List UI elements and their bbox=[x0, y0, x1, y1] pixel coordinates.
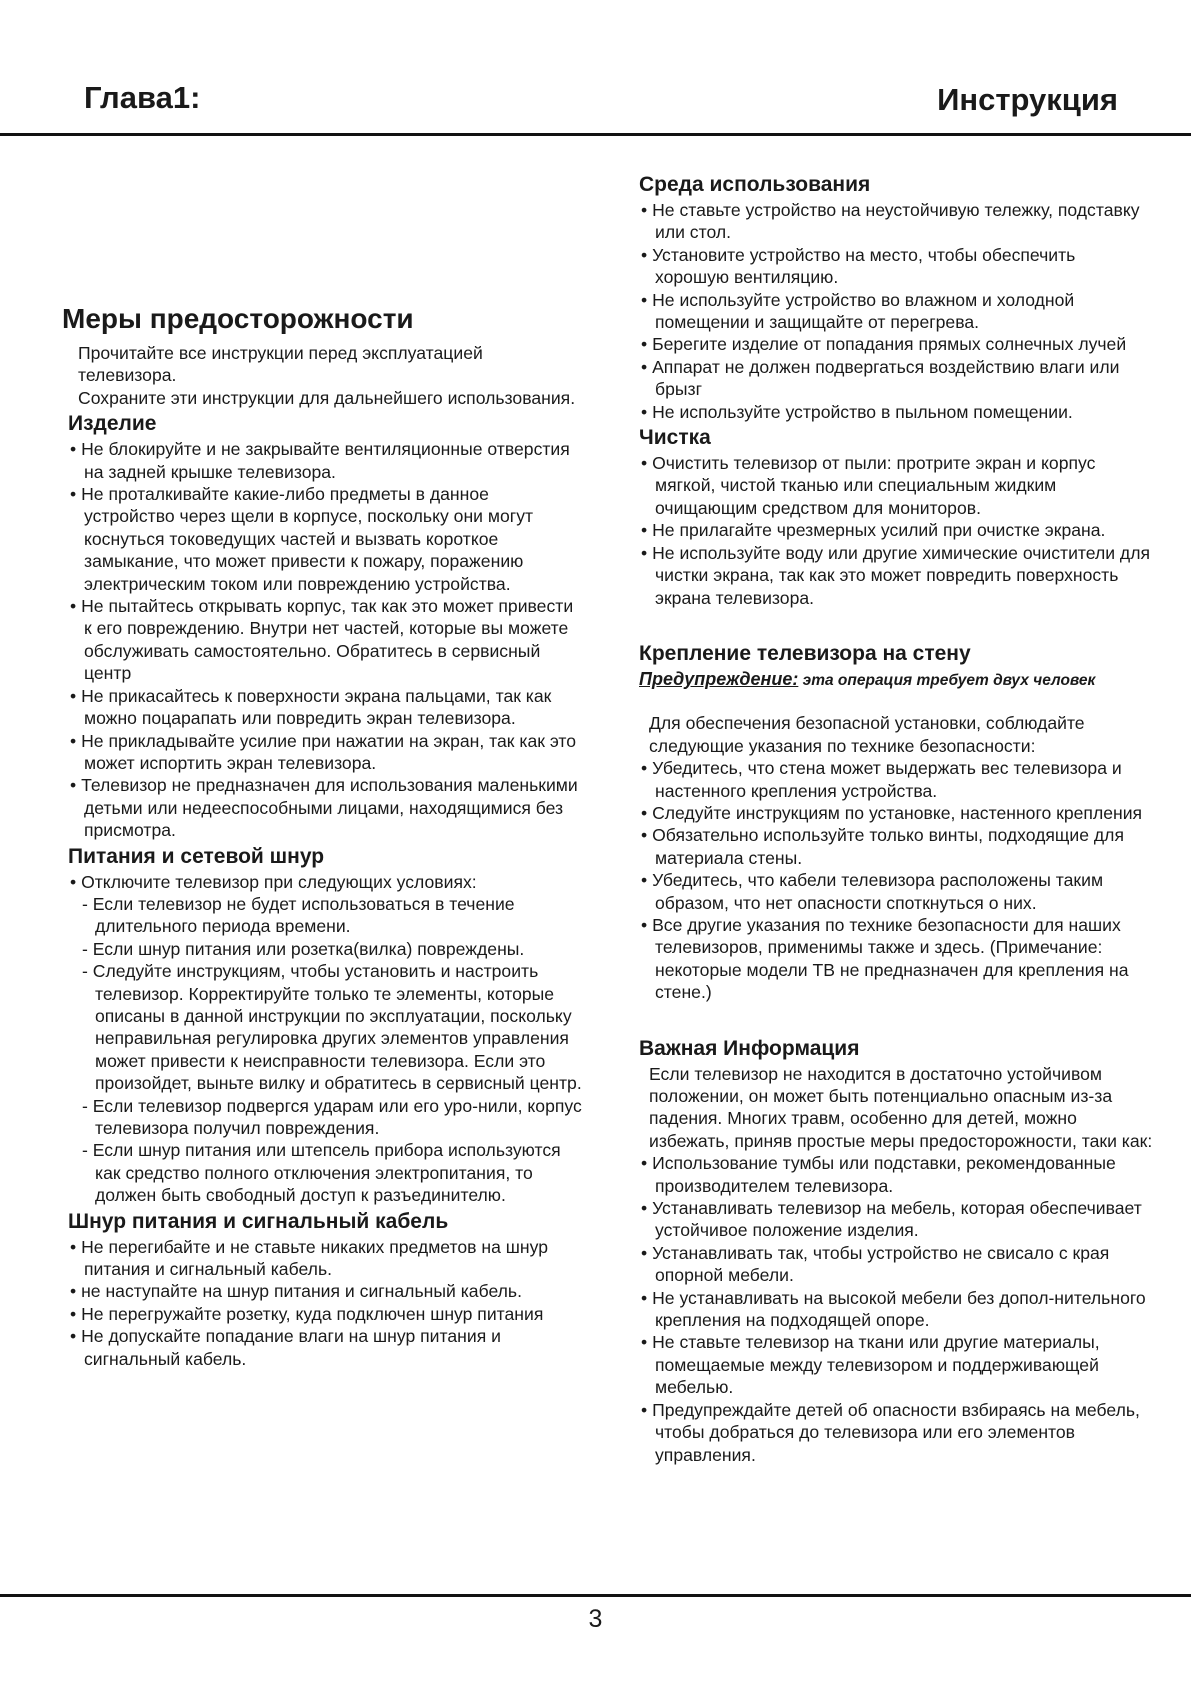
wall-intro: Для обеспечения безопасной установки, соблюдайте следующие указания по технике безопасности: bbox=[649, 713, 1085, 756]
list-item: • Не используйте устройство в пыльном помещении. bbox=[641, 401, 1153, 423]
list-item: • Не проталкивайте какие-либо предметы в данное устройство через щели в корпусе, поскольку они могут коснуться токоведущих частей и вызвать короткое замыкание, что может привести к пожару, поражению электрическим током или повреждению устройства. bbox=[70, 483, 582, 595]
important-intro: Если телевизор не находится в достаточно устойчивом положении, он может быть потенциально опасным из-за падения. Многих травм, особенно для детей, можно избежать, приняв простые меры предосторожности, таки как: bbox=[649, 1063, 1153, 1151]
list-item: • Берегите изделие от попадания прямых солнечных лучей bbox=[641, 333, 1153, 355]
product-heading: Изделие bbox=[68, 412, 157, 436]
intro-paragraph: Прочитайте все инструкции перед эксплуатацией телевизора. bbox=[78, 343, 483, 386]
list-item: • Не используйте устройство во влажном и холодной помещении и защищайте от перегрева. bbox=[641, 289, 1153, 334]
page-number: 3 bbox=[588, 1605, 603, 1633]
cable-heading: Шнур питания и сигнальный кабель bbox=[68, 1209, 449, 1233]
list-item: • Использование тумбы или подставки, рекомендованные производителем телевизора. bbox=[641, 1152, 1153, 1197]
list-item: • не наступайте на шнур питания и сигнальный кабель. bbox=[70, 1280, 582, 1302]
list-item: • Не пытайтесь открывать корпус, так как это может привести к его повреждению. Внутри нет частей, которые вы можете обслуживать самостоятельно. Обратитесь в сервисный центр bbox=[70, 595, 582, 685]
precautions-title: Меры предосторожности bbox=[62, 303, 414, 334]
list-item: • Не перегибайте и не ставьте никаких предметов на шнур питания и сигнальный кабель. bbox=[70, 1236, 582, 1281]
list-item: • Не прилагайте чрезмерных усилий при очистке экрана. bbox=[641, 519, 1153, 541]
list-item: • Не допускайте попадание влаги на шнур питания и сигнальный кабель. bbox=[70, 1325, 582, 1370]
chapter-label: Глава1: bbox=[84, 80, 201, 115]
sub-item: - Если телевизор не будет использоваться в течение длительного периода времени. bbox=[82, 893, 582, 938]
list-item: • Устанавливать так, чтобы устройство не свисало с края опорной мебели. bbox=[641, 1242, 1153, 1287]
list-item: • Убедитесь, что стена может выдержать вес телевизора и настенного крепления устройства. bbox=[641, 757, 1153, 802]
list-item: • Телевизор не предназначен для использования маленькими детьми или недееспособными лицами, находящимися без присмотра. bbox=[70, 774, 582, 841]
list-item: • Установите устройство на место, чтобы обеспечить хорошую вентиляцию. bbox=[641, 244, 1153, 289]
list-item: • Не устанавливать на высокой мебели без допол-нительного крепления на подходящей опоре. bbox=[641, 1287, 1153, 1332]
right-column bbox=[633, 170, 1153, 1466]
list-item: • Не используйте воду или другие химические очистители для чистки экрана, так как это может повредить поверхность экрана телевизора. bbox=[641, 542, 1153, 609]
list-item: • Не перегружайте розетку, куда подключен шнур питания bbox=[70, 1303, 582, 1325]
intro-paragraph: Сохраните эти инструкции для дальнейшего использования. bbox=[78, 387, 576, 408]
sub-item: - Следуйте инструкциям, чтобы установить и настроить телевизор. Корректируйте только те элементы, которые описаны в данной инструкции по эксплуатации, поскольку неправильная регулировка других элементов управления может привести к неисправности телевизора. Если это произойдет, выньте вилку и обратитесь в сервисный центр. bbox=[82, 960, 582, 1094]
sub-item: - Если телевизор подвергся ударам или его уро-нили, корпус телевизора получил повреждения. bbox=[82, 1095, 582, 1140]
list-item: • Не прикладывайте усилие при нажатии на экран, так как это может испортить экран телевизора. bbox=[70, 730, 582, 775]
list-item: • Все другие указания по технике безопасности для наших телевизоров, применимы также и здесь. (Примечание: некоторые модели ТВ не предназначен для крепления на стене.) bbox=[641, 914, 1153, 1004]
list-item: • Не прикасайтесь к поверхности экрана пальцами, так как можно поцарапать или повредить экран телевизора. bbox=[70, 685, 582, 730]
list-item: • Аппарат не должен подвергаться воздействию влаги или брызг bbox=[641, 356, 1153, 401]
list-item: • Обязательно используйте только винты, подходящие для материала стены. bbox=[641, 824, 1153, 869]
important-heading: Важная Информация bbox=[639, 1036, 860, 1060]
list-item: • Предупреждайте детей об опасности взбираясь на мебель, чтобы добраться до телевизора или его элементов управления. bbox=[641, 1399, 1153, 1466]
list-item: • Отключите телевизор при следующих условиях: bbox=[70, 871, 582, 893]
cleaning-heading: Чистка bbox=[639, 426, 711, 450]
list-item: • Не ставьте телевизор на ткани или другие материалы, помещаемые между телевизором и поддерживающей мебелью. bbox=[641, 1331, 1153, 1398]
list-item: • Устанавливать телевизор на мебель, которая обеспечивает устойчивое положение изделия. bbox=[641, 1197, 1153, 1242]
sub-item: - Если шнур питания или штепсель прибора используются как средство полного отключения электропитания, то должен быть свободный доступ к разъединителю. bbox=[82, 1139, 582, 1206]
list-item: • Следуйте инструкциям по установке, настенного крепления bbox=[641, 802, 1153, 824]
list-item: • Очистить телевизор от пыли: протрите экран и корпус мягкой, чистой тканью или специальным жидким очищающим средством для мониторов. bbox=[641, 452, 1153, 519]
warning-note bbox=[639, 668, 1153, 692]
power-heading: Питания и сетевой шнур bbox=[68, 844, 325, 868]
bottom-divider bbox=[0, 1594, 1191, 1597]
page-title: Инструкция bbox=[937, 82, 1118, 117]
warning-label: Предупреждение: bbox=[639, 668, 799, 689]
wall-mount-heading: Крепление телевизора на стену bbox=[639, 641, 971, 665]
list-item: • Не ставьте устройство на неустойчивую тележку, подставку или стол. bbox=[641, 199, 1153, 244]
sub-item: - Если шнур питания или розетка(вилка) повреждены. bbox=[82, 938, 582, 960]
list-item: • Убедитесь, что кабели телевизора расположены таким образом, что нет опасности споткнуться о них. bbox=[641, 869, 1153, 914]
environment-heading: Среда использования bbox=[639, 173, 871, 196]
list-item: • Не блокируйте и не закрывайте вентиляционные отверстия на задней крышке телевизора. bbox=[70, 438, 582, 483]
warning-text: эта операция требует двух человек bbox=[802, 671, 1096, 689]
left-column bbox=[62, 302, 582, 1370]
top-divider bbox=[0, 133, 1191, 136]
